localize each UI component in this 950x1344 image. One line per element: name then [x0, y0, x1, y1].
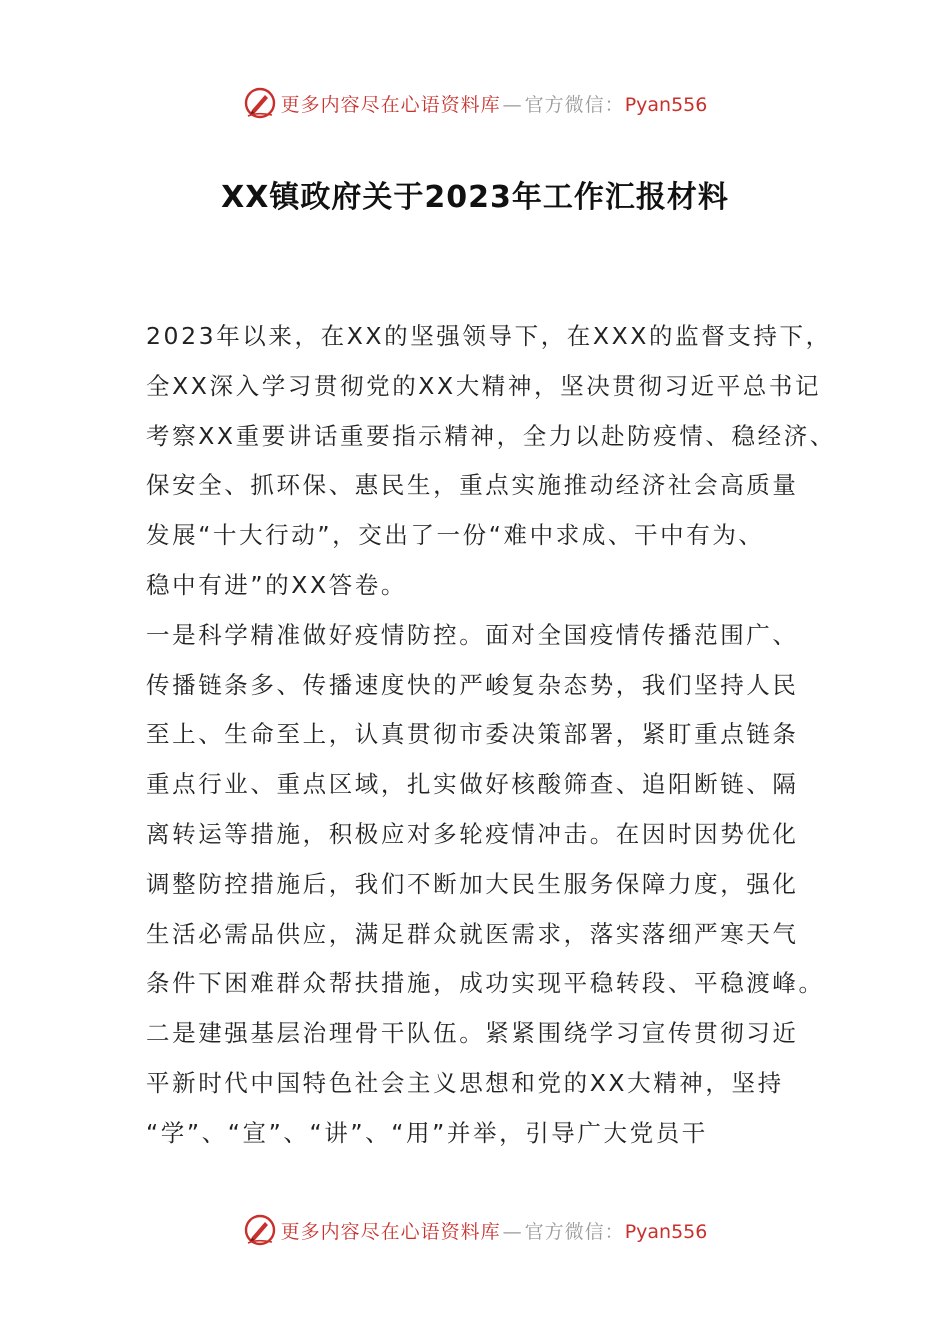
body-line: 重点行业、重点区域，扎实做好核酸筛查、追阳断链、隔 — [146, 770, 799, 799]
body-line: “学”、“宣”、“讲”、“用”并举，引导广大党员干 — [146, 1118, 708, 1147]
body-line: 2023年以来，在XX的坚强领导下，在XXX的监督支持下， — [146, 322, 832, 350]
watermark-separator: — — [502, 1220, 523, 1243]
watermark-header — [0, 83, 950, 123]
body-line: 保安全、抓环保、惠民生，重点实施推动经济社会高质量 — [146, 471, 799, 500]
body-line: 二是建强基层治理骨干队伍。紧紧围绕学习宣传贯彻习近 — [146, 1019, 799, 1048]
body-line: 一是科学精准做好疫情防控。面对全国疫情传播范围广、 — [146, 620, 799, 649]
document-body — [146, 312, 836, 1159]
watermark-label: 官方微信： — [524, 93, 625, 116]
body-line: 至上、生命至上，认真贯彻市委决策部署，紧盯重点链条 — [146, 720, 799, 749]
body-line: 传播链条多、传播速度快的严峻复杂态势，我们坚持人民 — [146, 670, 799, 699]
body-line: 平新时代中国特色社会主义思想和党的XX大精神，坚持 — [146, 1068, 784, 1097]
body-line: 调整防控措施后，我们不断加大民生服务保障力度，强化 — [146, 869, 799, 898]
watermark-separator: — — [502, 93, 523, 116]
watermark-text — [281, 90, 708, 117]
body-line: 离转运等措施，积极应对多轮疫情冲击。在因时因势优化 — [146, 819, 799, 848]
body-line: 条件下困难群众帮扶措施，成功实现平稳转段、平稳渡峰。 — [146, 969, 825, 998]
watermark-id: Pyan556 — [624, 93, 708, 116]
body-line: 稳中有进”的XX答卷。 — [146, 570, 407, 599]
watermark-text — [281, 1217, 708, 1244]
watermark-main-text: 更多内容尽在心语资料库 — [280, 93, 501, 116]
body-line: 生活必需品供应，满足群众就医需求，落实落细严寒天气 — [146, 919, 799, 948]
watermark-id: Pyan556 — [624, 1220, 708, 1243]
watermark-footer — [0, 1210, 950, 1250]
body-line: 全XX深入学习贯彻党的XX大精神，坚决贯彻习近平总书记 — [146, 371, 822, 400]
body-line: 发展“十大行动”，交出了一份“难中求成、干中有为、 — [146, 521, 765, 550]
watermark-main-text: 更多内容尽在心语资料库 — [280, 1220, 501, 1243]
body-line: 考察XX重要讲话重要指示精神，全力以赴防疫情、稳经济、 — [146, 421, 836, 450]
pen-logo-icon — [243, 86, 277, 120]
pen-logo-icon — [243, 1213, 277, 1247]
watermark-label: 官方微信： — [524, 1220, 625, 1243]
document-title: XX镇政府关于2023年工作汇报材料 — [221, 180, 729, 215]
